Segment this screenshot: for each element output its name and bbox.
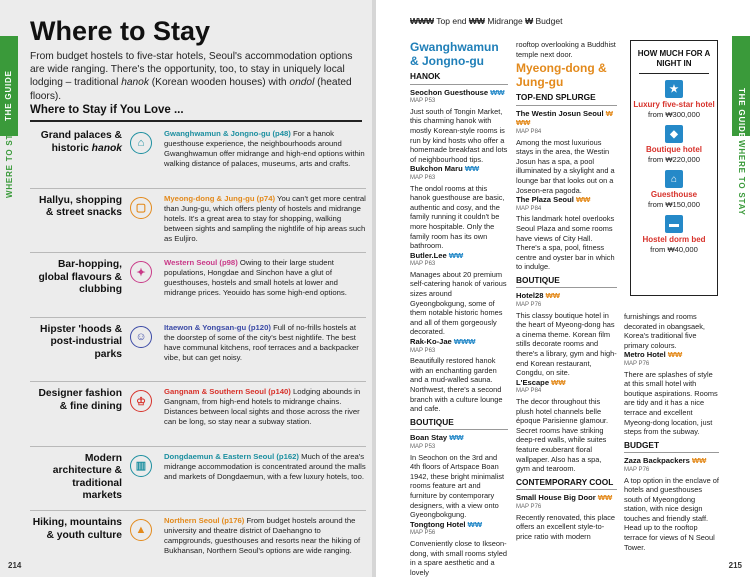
subhead-rule	[30, 120, 362, 122]
listing-name[interactable]: Seochon Guesthouse ₩₩	[410, 87, 505, 97]
region-link[interactable]: Myeong-dong & Jung-gu (p74)	[164, 193, 276, 203]
region-link[interactable]: Gangnam & Southern Seoul (p140)	[164, 387, 291, 396]
map-ref: MAP P63	[410, 174, 436, 181]
map-ref: MAP P63	[410, 347, 436, 354]
listing-name[interactable]: Metro Hotel ₩₩	[624, 350, 683, 360]
price-item-name: Luxury five-star hotel	[633, 100, 715, 109]
love-desc: Itaewon & Yongsan-gu (p120) Full of no-frills hostels at the doorstep of some of the city's best nightlife. The best have communal kitchens, roof terraces and a backpacker vibe, but can get noisy.	[164, 322, 359, 362]
price-item-value: from ₩300,000	[648, 109, 700, 119]
guide-tab[interactable]	[0, 36, 18, 136]
price-key: ₩₩₩ Top end ₩₩ Midrange ₩ Budget	[410, 16, 563, 26]
love-desc: Gwanghwamun & Jongno-gu (p48) For a hanok guesthouse experience, the neighbourhoods around Gwanghwamun offer midrange and high-end options within walking distance of palaces, museums, arts and crafts.	[164, 129, 365, 168]
map-ref: MAP P63	[410, 261, 436, 268]
map-ref: MAP P76	[624, 466, 650, 473]
love-list	[30, 124, 366, 576]
map-ref: MAP P76	[516, 302, 542, 309]
listing-name[interactable]: Tongtong Hotel ₩₩	[410, 519, 482, 529]
listing-text: furnishings and rooms decorated in obangsaek, Korea's traditional five primary colours.	[624, 312, 705, 350]
map-ref: MAP P84	[516, 205, 542, 212]
column-3	[624, 312, 719, 552]
listing-text: There are splashes of style at this small hotel with boutique aspirations. Rooms are tidy and it has a nice terrace and excellent Myeong-dong location, just steps from the subway.	[624, 369, 718, 437]
hipster-icon: ☺	[130, 326, 152, 348]
region-link[interactable]: Western Seoul (p98)	[164, 258, 238, 267]
love-row	[30, 253, 366, 318]
listing-name[interactable]: Zaza Backpackers ₩₩	[624, 456, 707, 466]
map-ref: MAP P76	[516, 503, 542, 510]
map-ref: MAP P53	[410, 443, 436, 450]
love-desc: Western Seoul (p98) Owing to their large student populations, Hongdae and Sinchon have a glut of guesthouses, hostels and small hotels at lower and midrange prices. Yeouido has some high-end options.	[164, 258, 347, 297]
section-tab-label: WHERE TO STAY	[5, 122, 14, 198]
price-item-name: Hostel dorm bed	[642, 235, 706, 244]
love-row	[30, 511, 366, 576]
love-row	[30, 447, 366, 512]
love-label: Bar-hopping, global flavours & clubbing	[38, 259, 122, 295]
price-item	[631, 125, 717, 164]
listing-text: Beautifully restored hanok with an enchanting garden and a mud-walled sauna. Northwest, there's a second branch with a culture lounge and cafe.	[410, 356, 503, 414]
price-item-name: Boutique hotel	[646, 145, 702, 154]
region-heading: Gwanghwamun & Jongno-gu	[410, 40, 499, 68]
love-desc: Myeong-dong & Jung-gu (p74) You can't get more central than Jung-gu, which offers plenty of hostels and midrange hotels. It's a great area to stay for shopping, walking between sights and sampling the nightlife of hip areas such as Euljiro.	[164, 193, 366, 243]
category-heading: BOUTIQUE	[516, 276, 617, 289]
price-guide-rule	[639, 73, 709, 74]
hostel-bed-icon: ▬	[665, 215, 683, 233]
listing-name[interactable]: Hotel28 ₩₩	[516, 291, 560, 301]
map-ref: MAP P84	[516, 128, 542, 135]
listing-name[interactable]: L'Escape ₩₩	[516, 377, 566, 387]
page-number-left: 214	[8, 561, 22, 570]
category-heading: HANOK	[410, 72, 508, 85]
love-label: Hipster 'hoods & post-industrial parks	[40, 323, 122, 360]
love-desc: Gangnam & Southern Seoul (p140) Lodging abounds in Gangnam, from high-end hotels to midrange chains. Distances between local sights and those across the river can be long, so stay near a subway station.	[164, 387, 361, 426]
region-link[interactable]: Gwanghwamun & Jongno-gu (p48)	[164, 129, 291, 138]
listing-text: Recently renovated, this place offers an excellent style-to-price ratio with modern	[516, 512, 616, 541]
listing-name[interactable]: Small House Big Door ₩₩	[516, 493, 613, 503]
listing-name[interactable]: Butler.Lee ₩₩	[410, 250, 464, 260]
guide-tab-label: THE GUIDE	[4, 70, 13, 121]
price-item-name: Guesthouse	[650, 190, 698, 199]
section-tab-label: WHERE TO STAY	[737, 140, 746, 216]
listing-text: This classy boutique hotel in the heart of Myeong-dong has a cinema theme. Korean film stills decorate rooms and there's a library, gym and high-end Korean restaurant, Congdu, on site.	[516, 310, 617, 378]
mountain-icon: ▲	[130, 519, 152, 541]
shopping-bag-icon: ▢	[130, 197, 152, 219]
listing-name[interactable]: The Westin Josun Seoul ₩₩₩	[516, 108, 613, 128]
category-heading: BOUTIQUE	[410, 418, 508, 431]
listing-text: This landmark hotel overlooks Seoul Plaza and some rooms have views of City Hall. There's a spa, pool, fitness centre and oyster bar in which to indulge.	[516, 214, 615, 272]
love-label: Hiking, mountains & youth culture	[32, 517, 122, 541]
intro-text: From budget hostels to five-star hotels, Seoul's accommodation options are wide ranging. There's the opportunity, too, to stay in uniquely local lodging – traditional hanok (Korean wooden houses) with ondol (heated floors).	[30, 51, 353, 102]
guide-tab-label: THE GUIDE	[737, 88, 746, 139]
listing-name[interactable]: Bukchon Maru ₩₩	[410, 164, 480, 174]
love-row	[30, 318, 366, 383]
price-item-value: from ₩150,000	[648, 199, 700, 209]
love-label: Modern architecture & traditional markets	[52, 452, 122, 501]
love-label: Hallyu, shopping & street snacks	[39, 194, 122, 218]
love-desc: Northern Seoul (p176) From budget hostels around the university and theatre district of Daehangno to campgrounds, guesthouses and resorts near the hiking of Bukhansan, Northern Seoul's options are wide ranging.	[164, 516, 361, 555]
section-subhead: Where to Stay if You Love ...	[30, 104, 184, 116]
region-link[interactable]: Itaewon & Yongsan-gu (p120)	[164, 322, 271, 332]
column-2	[516, 40, 617, 541]
left-page	[0, 0, 372, 577]
love-desc: Dongdaemun & Eastern Seoul (p162) Much of the area's midrange accommodation is concentrated around the malls and markets of Dongdaemun, with a few luxury hotels, too.	[164, 451, 366, 481]
listing-name[interactable]: Rak-Ko-Jae ₩₩₩	[410, 337, 476, 347]
map-ref: MAP P56	[410, 530, 436, 537]
luxury-hotel-icon: ★	[665, 80, 683, 98]
map-ref: MAP P53	[410, 98, 436, 105]
love-row	[30, 382, 366, 447]
price-item-value: from ₩220,000	[648, 154, 700, 164]
dancer-icon: ✦	[130, 261, 152, 283]
listing-text: Conveniently close to Ikseon-dong, with small rooms styled in a spare aesthetic and a lovely	[410, 538, 507, 577]
category-heading: CONTEMPORARY COOL	[516, 478, 617, 491]
category-heading: TOP-END SPLURGE	[516, 93, 617, 106]
palace-icon: ⌂	[130, 132, 152, 154]
love-label: Designer fashion & fine dining	[38, 388, 122, 412]
side-tab-right	[732, 0, 750, 577]
page-number-right: 215	[728, 561, 742, 570]
building-icon: ▥	[130, 455, 152, 477]
map-ref: MAP P84	[516, 388, 542, 395]
region-link[interactable]: Dongdaemun & Eastern Seoul (p162)	[164, 451, 299, 461]
category-heading: BUDGET	[624, 441, 719, 454]
guide-tab[interactable]	[732, 36, 750, 139]
price-item	[631, 170, 717, 209]
price-item	[631, 80, 717, 119]
love-label: Grand palaces & historic hanok	[40, 130, 122, 154]
map-ref: MAP P76	[624, 360, 650, 367]
listing-text: Among the most luxurious stays in the area, the Westin Josun has a spa, a pool illuminated by a skylight and a lounge bar that looks out on a Joseon-era pagoda.	[516, 137, 615, 195]
region-heading: Myeong-dong & Jung-gu	[516, 61, 607, 90]
price-item	[631, 215, 717, 254]
fashion-icon: ♔	[130, 390, 152, 412]
listing-name[interactable]: The Plaza Seoul ₩₩	[516, 195, 591, 205]
column-1	[410, 40, 508, 577]
listing-text: A top option in the enclave of hotels and guesthouses south of Myeongdong station, with nice design touches and friendly staff. Head up to the rooftop terrace for views of N Seoul Tower.	[624, 475, 719, 552]
guesthouse-icon: ⌂	[665, 170, 683, 188]
side-tab-left	[0, 0, 18, 577]
listing-text: The decor throughout this plush hotel channels belle époque Parisienne glamour. Secret rooms have striking deep-red walls, while suites feature exuberant floral wallpaper. Also has a spa, gym and tearoom.	[516, 397, 609, 474]
listing-text: rooftop overlooking a Buddhist temple next door.	[516, 40, 616, 59]
listing-text: In Seochon on the 3rd and 4th floors of Artspace Boan 1942, these bright minimalist rooms feature art and furniture by contemporary designers, with a view onto Gyeongbokgung.	[410, 452, 505, 520]
listing-text: The ondol rooms at this hanok guesthouse are basic, authentic and cosy, and the family running it couldn't be more hospitable. Only the family room has its own bathroom.	[410, 183, 505, 251]
boutique-hotel-icon: ◆	[665, 125, 683, 143]
listing-name[interactable]: Boan Stay ₩₩	[410, 433, 464, 443]
listing-text: Manages about 20 premium self-catering hanok of various sizes around Gyeongbokgung, some of them notable historic homes and all of them gorgeously decorated.	[410, 269, 507, 337]
listing-text: Just south of Tongin Market, this charming hanok with mostly Korean-style rooms is run by kind hosts who offer a homemade breakfast and lots of neighbourhood tips.	[410, 106, 508, 164]
page-title: Where to Stay	[30, 16, 211, 46]
love-row	[30, 124, 366, 189]
price-item-value: from ₩40,000	[650, 244, 698, 254]
love-row	[30, 189, 366, 254]
region-link[interactable]: Northern Seoul (p176)	[164, 516, 245, 525]
price-guide-box	[630, 40, 718, 296]
price-guide-title: HOW MUCH FOR A NIGHT IN	[637, 49, 711, 68]
